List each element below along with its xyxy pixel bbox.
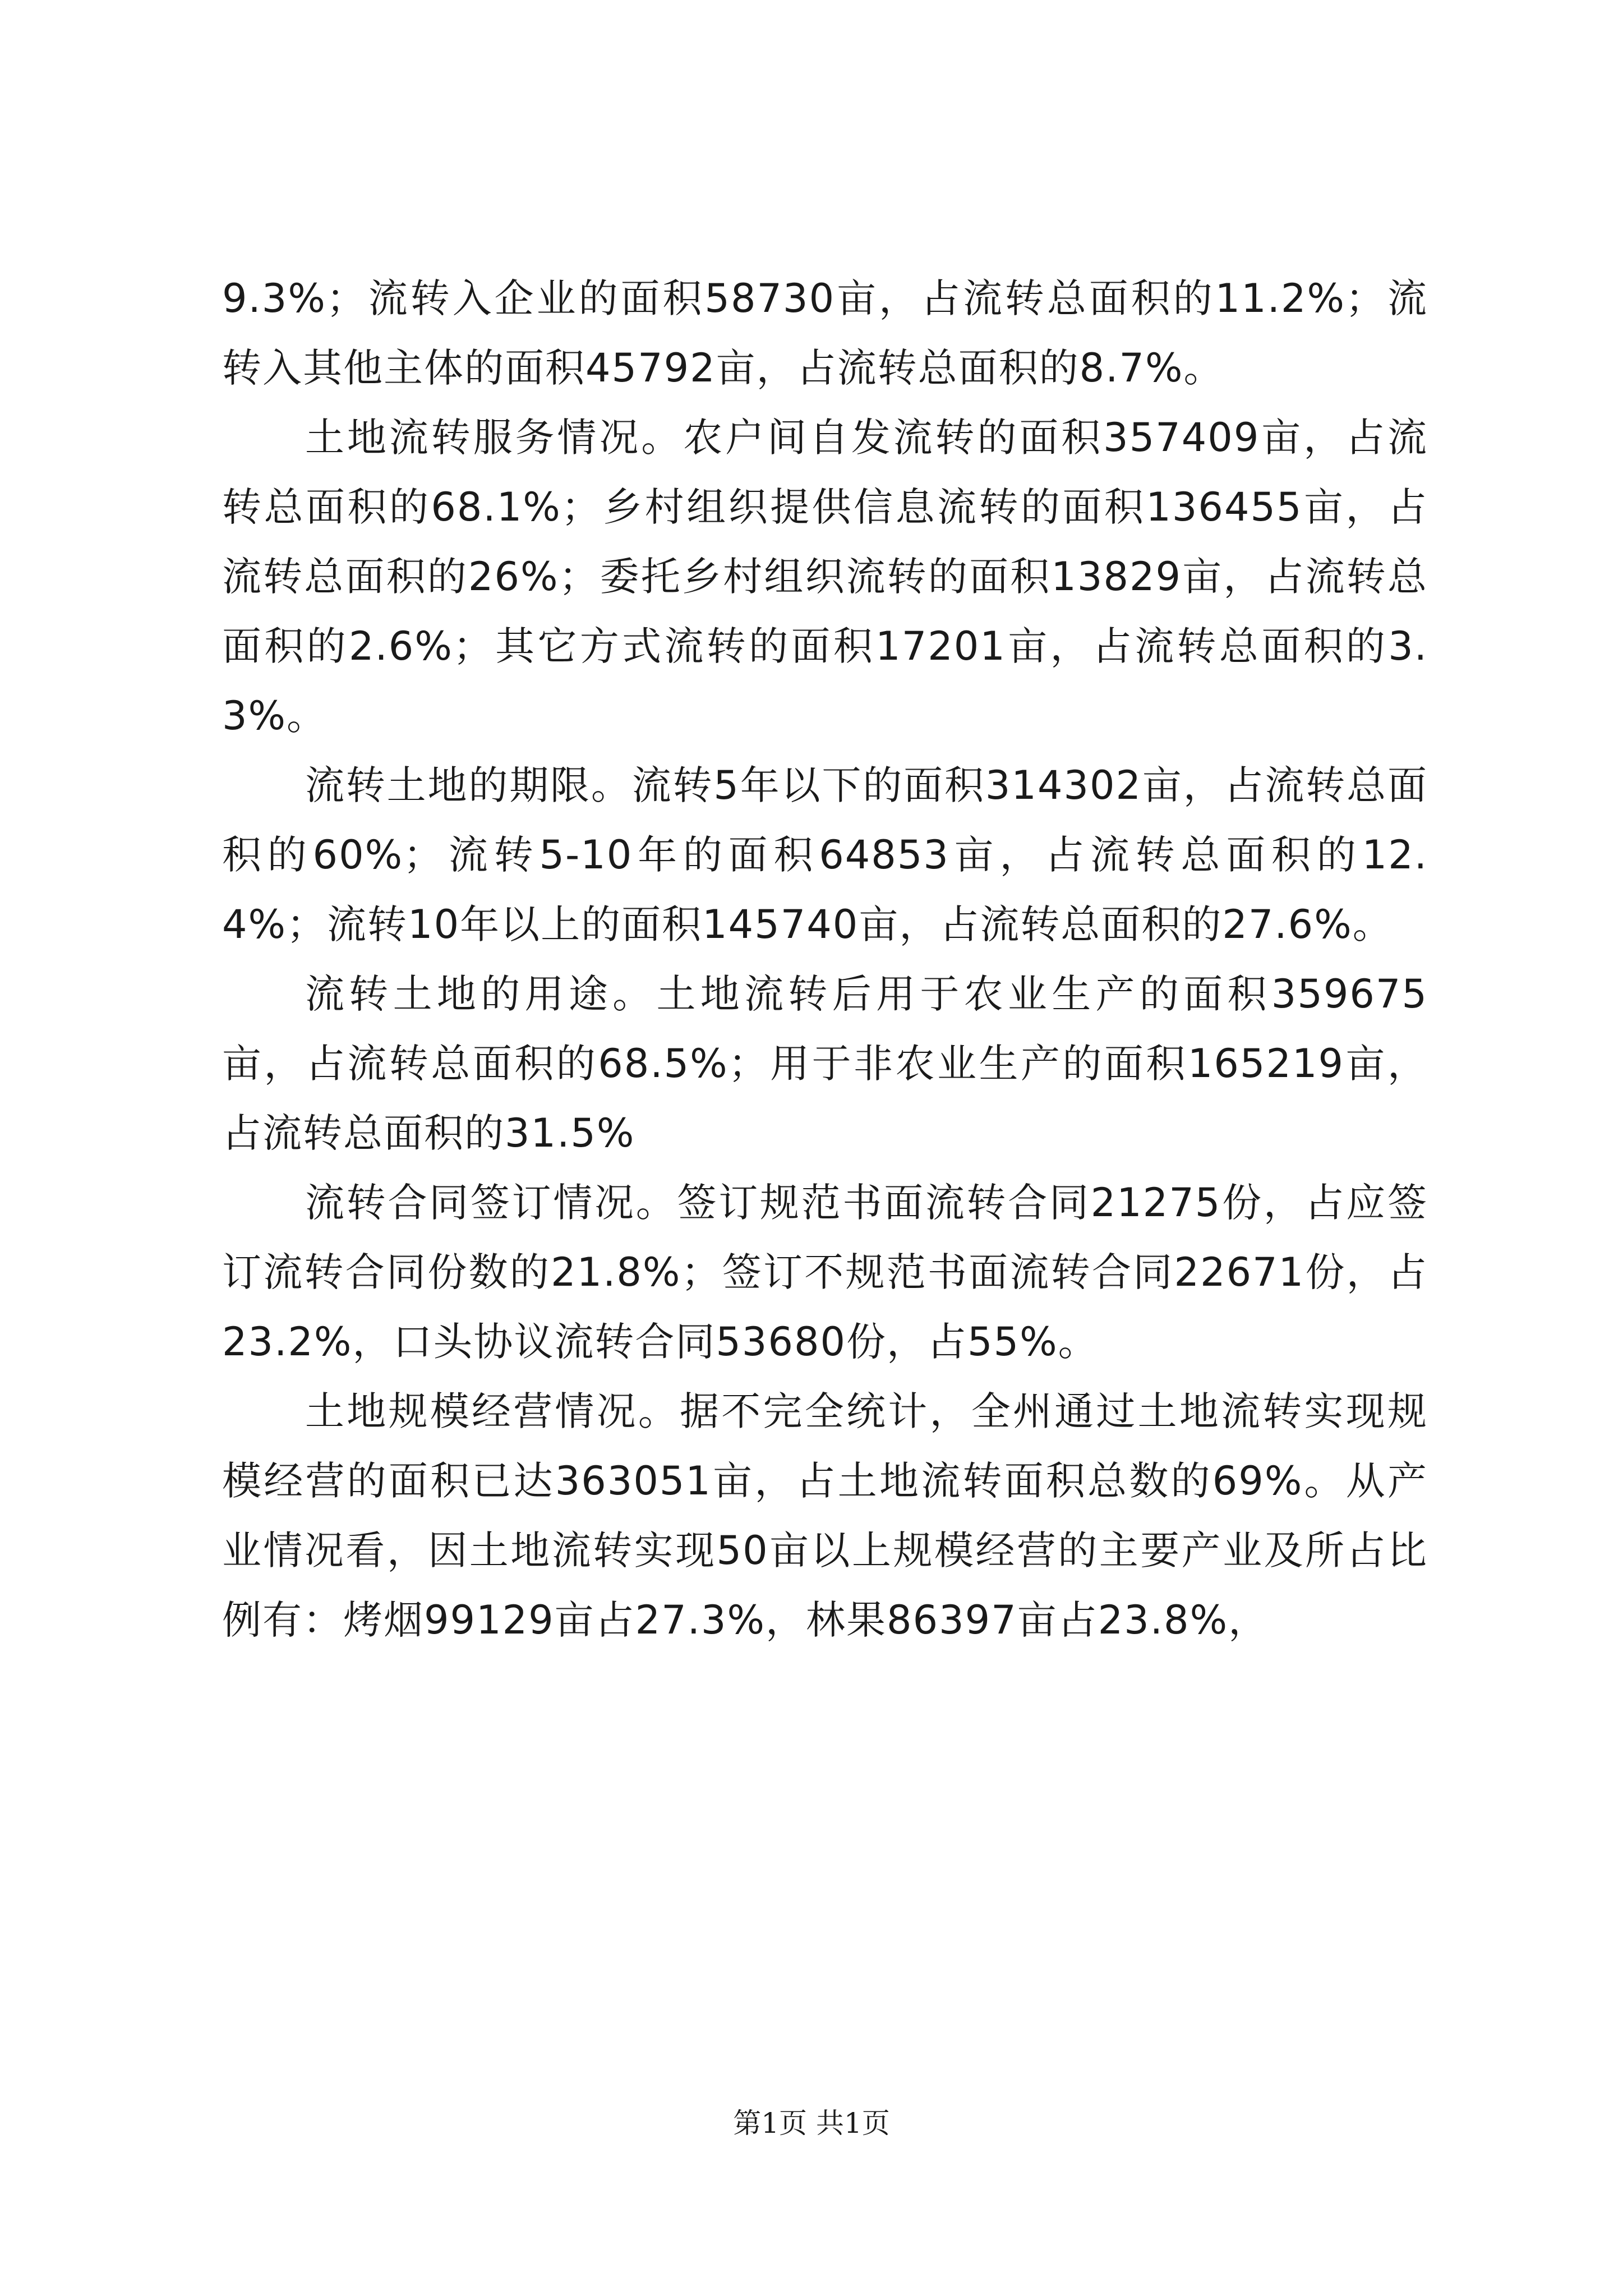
paragraph-transfer-term: 流转土地的期限。流转5年以下的面积314302亩，占流转总面积的60%；流转5-10年的面积64853亩，占流转总面积的12.4%；流转10年以上的面积145740亩，占流转总面积的27.6%。 <box>222 762 1428 947</box>
paragraph-scale-operation: 土地规模经营情况。据不完全统计，全州通过土地流转实现规模经营的面积已达363051亩，占土地流转面积总数的69%。从产业情况看，因土地流转实现50亩以上规模经营的主要产业及所占比例有：烤烟99129亩占27.3%，林果86397亩占23.8%， <box>222 1388 1428 1643</box>
paragraph-continuation: 9.3%；流转入企业的面积58730亩，占流转总面积的11.2%；流转入其他主体的面积45792亩，占流转总面积的8.7%。 <box>222 275 1428 391</box>
document-body <box>222 264 1428 1655</box>
paragraph-contract-signing: 流转合同签订情况。签订规范书面流转合同21275份，占应签订流转合同份数的21.8%；签订不规范书面流转合同22671份，占23.2%，口头协议流转合同53680份，占55%。 <box>222 1180 1428 1365</box>
paragraph-land-transfer-service: 土地流转服务情况。农户间自发流转的面积357409亩，占流转总面积的68.1%；乡村组织提供信息流转的面积136455亩，占流转总面积的26%；委托乡村组织流转的面积13829亩，占流转总面积的2.6%；其它方式流转的面积17201亩，占流转总面积的3.3%。 <box>222 415 1428 739</box>
page-number-label: 第1页 共1页 <box>733 2107 890 2139</box>
page-footer <box>0 2104 1623 2143</box>
paragraph-land-use: 流转土地的用途。土地流转后用于农业生产的面积359675亩，占流转总面积的68.5%；用于非农业生产的面积165219亩，占流转总面积的31.5% <box>222 971 1428 1156</box>
